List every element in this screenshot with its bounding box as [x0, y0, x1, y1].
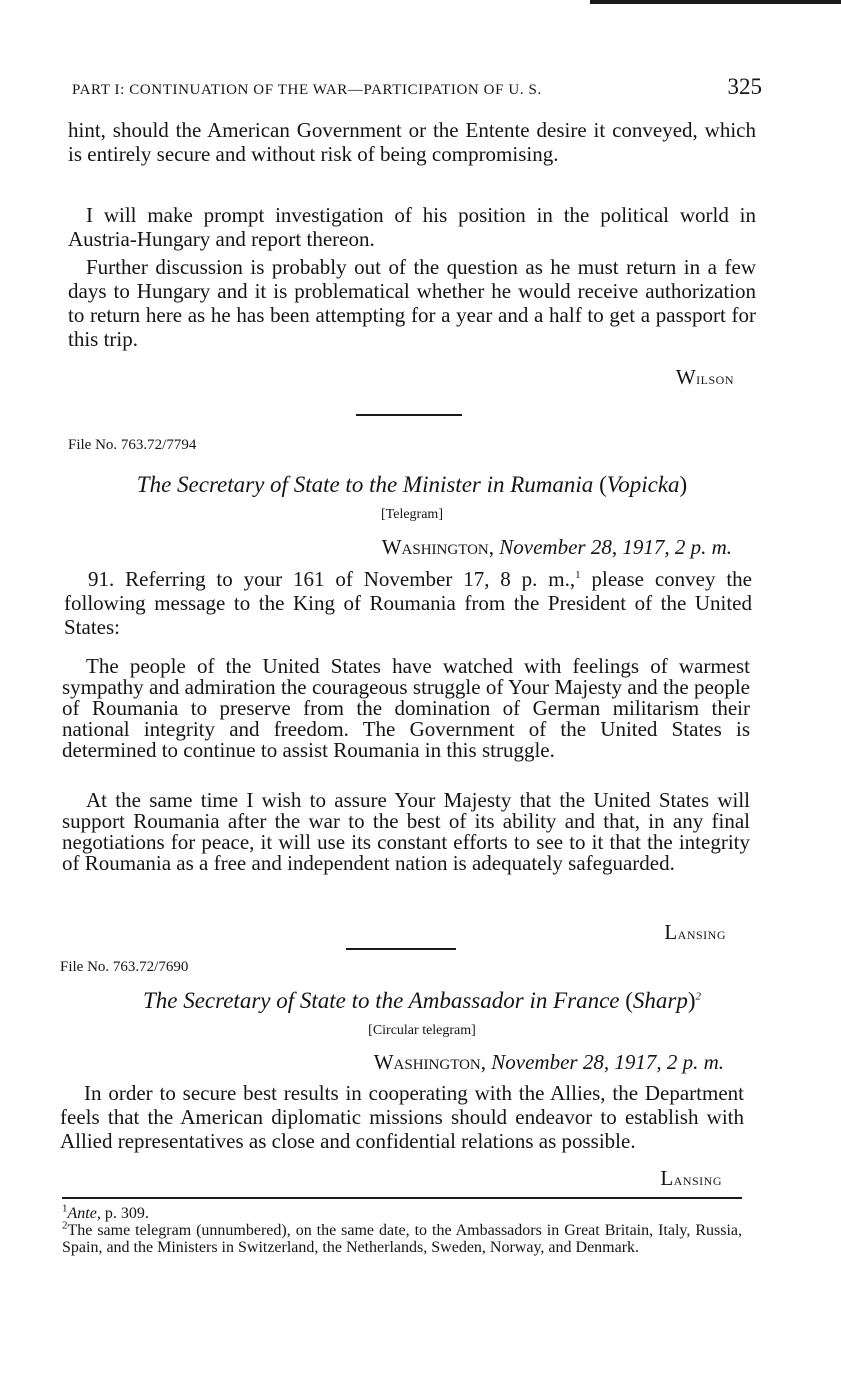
document-title: The Secretary of State to the Ambassador in France (Sharp)$^2$	[142, 988, 702, 1013]
presidential-message-paragraph: The people of the United States have watched with feelings of warmest sympathy and admiration the courageous struggle of Your Majesty and the people of Roumania to preserve from the domination of German militarism their national integrity and freedom. The Government of the United States is determined to continue to assist Roumania in this struggle.	[62, 654, 750, 762]
footnote-separator	[62, 1197, 742, 1199]
intro-text-cont: please convey the following message to the King of Roumania from the President of the United States:	[64, 567, 752, 639]
footnote-1	[62, 1202, 742, 1222]
footnote-mark: 2	[62, 1219, 68, 1232]
title-recipient: Sharp	[632, 988, 688, 1013]
document-title: The Secretary of State to the Minister in Rumania (Vopicka)	[136, 472, 688, 497]
section-divider	[356, 414, 462, 416]
document-subtitle: [Telegram]	[381, 507, 443, 522]
running-header	[72, 74, 762, 100]
page-number: 325	[727, 74, 762, 99]
title-main: The Secretary of State to the Ambassador in France	[142, 988, 620, 1013]
footnote-mark: 1	[62, 1202, 68, 1215]
file-number: File No. 763.72/7690	[60, 959, 189, 975]
title-main: The Secretary of State to the Minister in Rumania	[136, 472, 594, 497]
presidential-message-paragraph: At the same time I wish to assure Your Majesty that the United States will support Roumania after the war to the best of its ability and that, in any final negotiations for peace, it will use its constant efforts to see to it that the integrity of Roumania as a free and independent nation is adequately safeguarded.	[62, 788, 750, 875]
footnote-ref-2: 2	[695, 990, 702, 1003]
file-number: File No. 763.72/7794	[68, 437, 197, 453]
title-recipient: Vopicka	[606, 472, 680, 497]
signature-lansing: Lansing	[664, 920, 726, 944]
dateline-date: November 28, 1917, 2 p. m.	[491, 1050, 724, 1074]
footnote-page: p. 309.	[100, 1205, 149, 1222]
running-title: PART I: CONTINUATION OF THE WAR—PARTICIPATION OF U. S.	[72, 82, 542, 98]
footnote-2	[62, 1219, 742, 1256]
section-divider	[346, 948, 456, 950]
intro-text: 91. Referring to your 161 of November 17, 8 p. m.,	[88, 567, 576, 591]
footnote-text: The same telegram (unnumbered), on the same date, to the Ambassadors in Great Britain, Italy, Russia, Spain, and the Ministers in Switzerland, the Netherlands, Sweden, Norway, and Denmark.	[62, 1222, 742, 1256]
body-paragraph: I will make prompt investigation of his position in the political world in Austria-Hungary and report thereon.	[68, 203, 756, 251]
telegram-intro	[64, 567, 752, 639]
footnote-ref-1: 1	[575, 569, 581, 581]
dateline-place: Washington,	[373, 1050, 487, 1074]
dateline-place: Washington,	[381, 535, 495, 559]
dateline-date: November 28, 1917, 2 p. m.	[499, 535, 732, 559]
continuation-paragraph: hint, should the American Government or the Entente desire it conveyed, which is entirely secure and without risk of being compromising.	[68, 118, 756, 166]
dateline	[320, 535, 732, 560]
document-subtitle: [Circular telegram]	[368, 1023, 476, 1038]
signature-wilson: Wilson	[675, 365, 734, 389]
circular-body: In order to secure best results in cooperating with the Allies, the Department feels that the American diplomatic missions should endeavor to establish with Allied representatives as close and confidential relations as possible.	[60, 1081, 744, 1153]
footnote-ref-word: Ante,	[67, 1205, 101, 1222]
dateline	[300, 1050, 724, 1075]
signature-lansing: Lansing	[660, 1166, 722, 1190]
body-paragraph: Further discussion is probably out of the question as he must return in a few days to Hungary and it is problematical whether he would receive authorization to return here as he has been attempting for a year and a half to get a passport for this trip.	[68, 255, 756, 351]
